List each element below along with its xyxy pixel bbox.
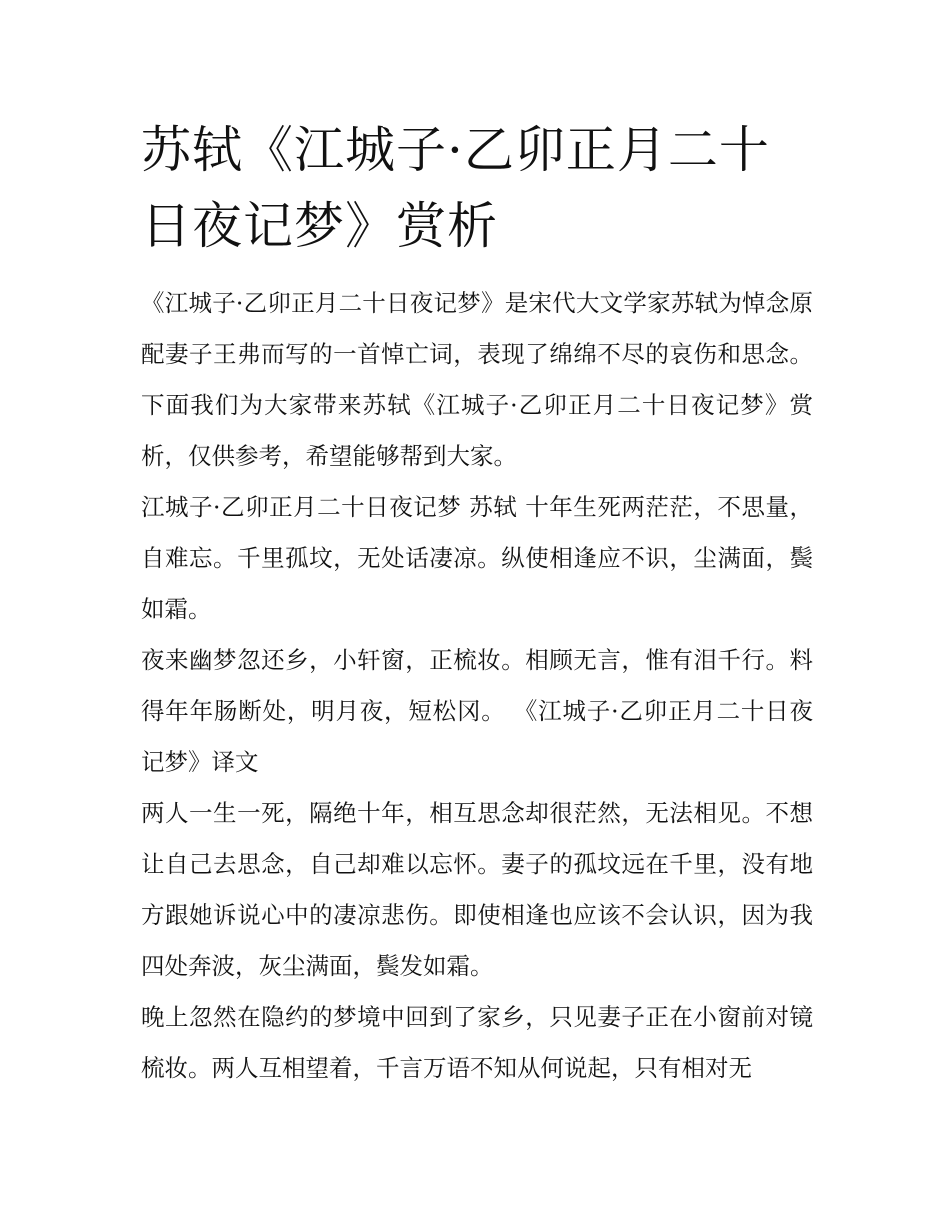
paragraph-poem-part-1: 江城子·乙卯正月二十日夜记梦 苏轼 十年生死两茫茫，不思量，自难忘。千里孤坟，无处话凄凉。纵使相逢应不识，尘满面，鬓如霜。: [141, 493, 813, 623]
paragraph-intro: 《江城子·乙卯正月二十日夜记梦》是宋代大文学家苏轼为悼念原配妻子王弗而写的一首悼亡词，表现了绵绵不尽的哀伤和思念。下面我们为大家带来苏轼《江城子·乙卯正月二十日夜记梦》赏析，仅供参考，希望能够帮到大家。: [141, 289, 813, 470]
paragraph-translation-1: 两人一生一死，隔绝十年，相互思念却很茫然，无法相见。不想让自己去思念，自己却难以忘怀。妻子的孤坟远在千里，没有地方跟她诉说心中的凄凉悲伤。即使相逢也应该不会认识，因为我四处奔波，灰尘满面，鬓发如霜。: [141, 799, 813, 980]
document-title: 苏轼《江城子·乙卯正月二十日夜记梦》赏析: [141, 121, 770, 255]
paragraph-translation-2: 晚上忽然在隐约的梦境中回到了家乡，只见妻子正在小窗前对镜梳妆。两人互相望着，千言万语不知从何说起，只有相对无: [141, 1003, 813, 1082]
paragraph-poem-part-2: 夜来幽梦忽还乡，小轩窗，正梳妆。相顾无言，惟有泪千行。料得年年肠断处，明月夜，短松冈。 《江城子·乙卯正月二十日夜记梦》译文: [141, 646, 813, 776]
document-body: [141, 112, 813, 1094]
